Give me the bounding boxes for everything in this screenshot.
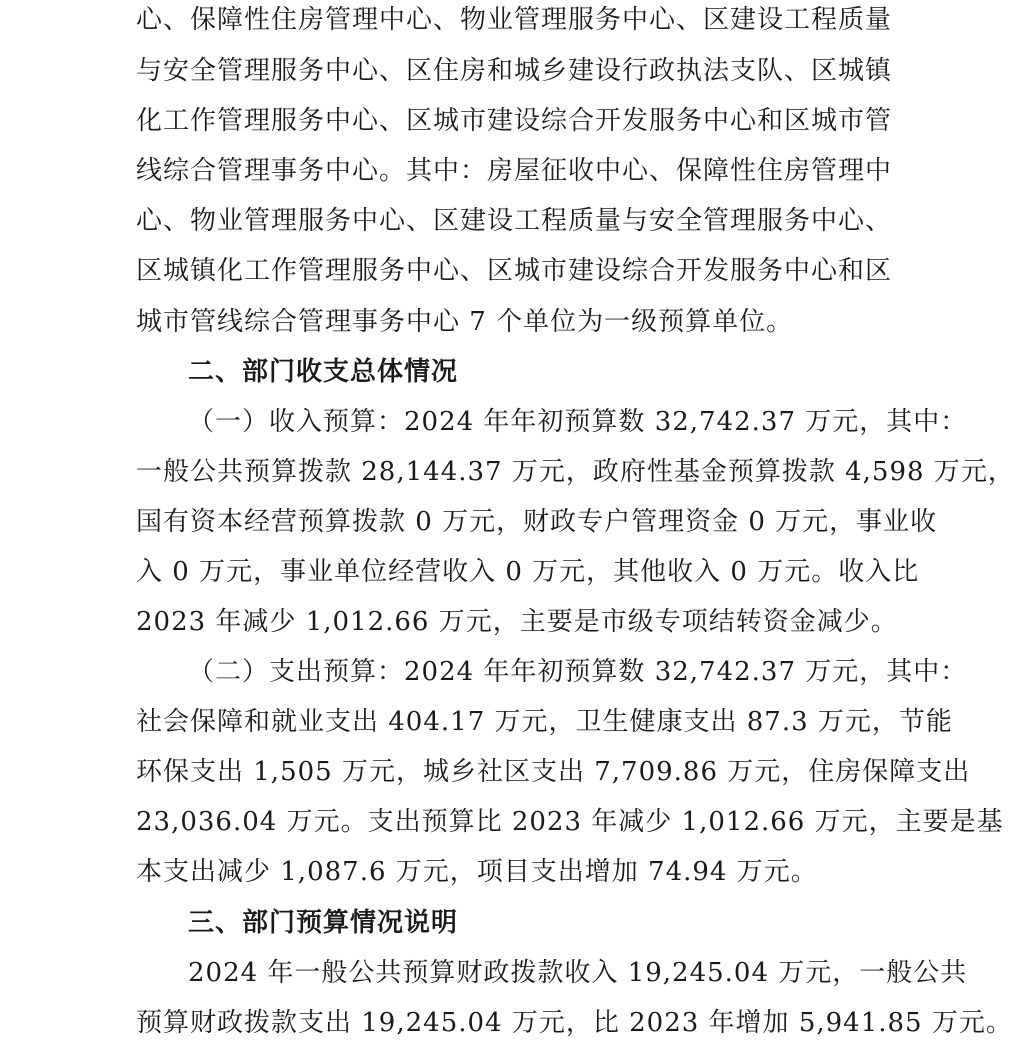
paragraph-line: 社会保障和就业支出 404.17 万元，卫生健康支出 87.3 万元，节能 bbox=[136, 707, 953, 737]
paragraph-line: 国有资本经营预算拨款 0 万元，财政专户管理资金 0 万元，事业收 bbox=[136, 507, 938, 537]
paragraph-line: （一）收入预算：2024 年年初预算数 32,742.37 万元，其中： bbox=[188, 407, 968, 437]
paragraph-line: 区城镇化工作管理服务中心、区城市建设综合开发服务中心和区 bbox=[136, 256, 893, 286]
paragraph-line: 心、保障性住房管理中心、物业管理服务中心、区建设工程质量 bbox=[136, 5, 893, 35]
paragraph-line: 环保支出 1,505 万元，城乡社区支出 7,709.86 万元，住房保障支出 bbox=[136, 757, 971, 787]
paragraph-line: 线综合管理事务中心。其中：房屋征收中心、保障性住房管理中 bbox=[136, 156, 893, 186]
paragraph-line: 入 0 万元，事业单位经营收入 0 万元，其他收入 0 万元。收入比 bbox=[136, 557, 920, 587]
paragraph-line: 城市管线综合管理事务中心 7 个单位为一级预算单位。 bbox=[136, 307, 794, 337]
paragraph-line: 2024 年一般公共预算财政拨款收入 19,245.04 万元，一般公共 bbox=[188, 958, 968, 988]
paragraph-line: 与安全管理服务中心、区住房和城乡建设行政执法支队、区城镇 bbox=[136, 56, 893, 86]
paragraph-line: 本支出减少 1,087.6 万元，项目支出增加 74.94 万元。 bbox=[136, 857, 818, 887]
paragraph-line: （二）支出预算：2024 年年初预算数 32,742.37 万元，其中： bbox=[188, 657, 968, 687]
section-heading-2: 二、部门收支总体情况 bbox=[188, 357, 459, 387]
paragraph-line: 23,036.04 万元。支出预算比 2023 年减少 1,012.66 万元，主要是基 bbox=[136, 807, 1004, 837]
paragraph-line: 化工作管理服务中心、区城市建设综合开发服务中心和区城市管 bbox=[136, 106, 893, 136]
paragraph-line: 2023 年减少 1,012.66 万元，主要是市级专项结转资金减少。 bbox=[136, 607, 898, 637]
paragraph-line: 心、物业管理服务中心、区建设工程质量与安全管理服务中心、 bbox=[136, 206, 893, 236]
paragraph-line: 预算财政拨款支出 19,245.04 万元，比 2023 年增加 5,941.85 万元。 bbox=[136, 1008, 1013, 1038]
paragraph-line: 一般公共预算拨款 28,144.37 万元，政府性基金预算拨款 4,598 万元， bbox=[136, 457, 1015, 487]
section-heading-3: 三、部门预算情况说明 bbox=[188, 908, 459, 938]
